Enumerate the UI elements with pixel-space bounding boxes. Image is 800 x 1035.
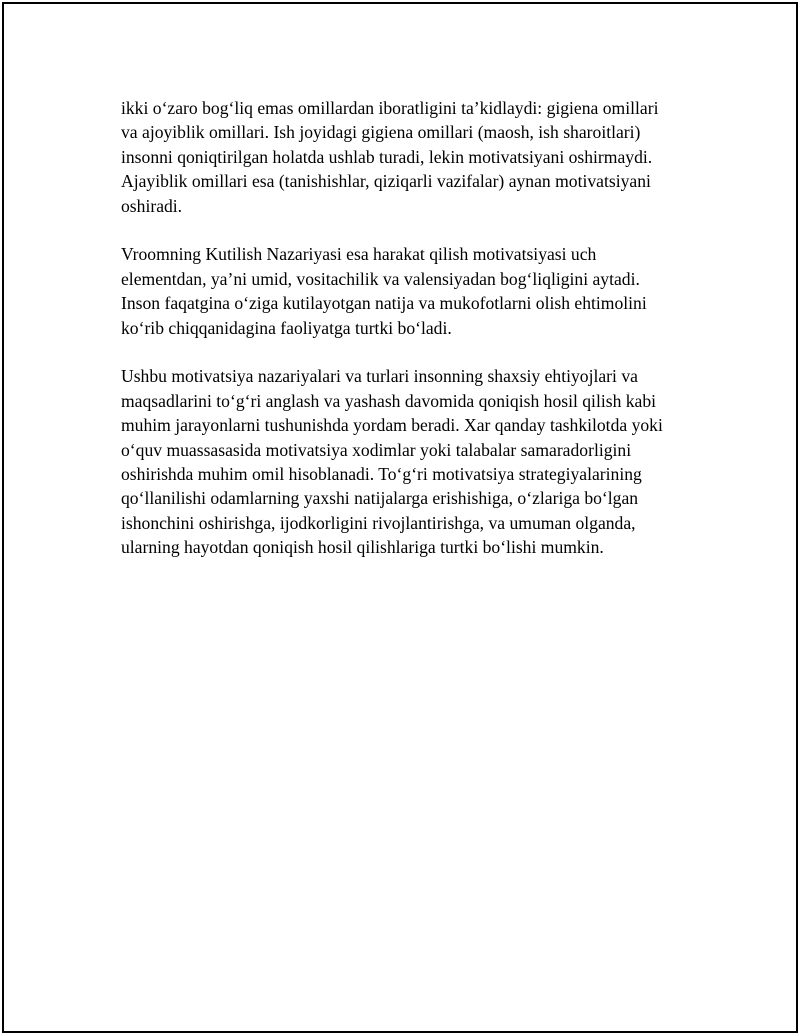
text-line: maqsadlarini to‘g‘ri anglash va yashash davomida qoniqish hosil qilish kabi (121, 390, 657, 411)
paragraph-vroom-theory (121, 242, 706, 340)
text-line: oshiradi. (121, 195, 183, 216)
paragraph-motivation-factors (121, 96, 706, 218)
text-line: ularning hayotdan qoniqish hosil qilishlariga turtki bo‘lishi mumkin. (121, 537, 604, 558)
text-line: ko‘rib chiqqanidagina faoliyatga turtki bo‘ladi. (121, 317, 452, 338)
text-line: oshirishda muhim omil hisoblanadi. To‘g‘ri motivatsiya strategiyalarining (121, 464, 642, 485)
text-line: ikki o‘zaro bog‘liq emas omillardan iboratligini ta’kidlaydi: gigiena omillari (121, 98, 659, 118)
paragraph-conclusion (121, 364, 706, 559)
text-line: elementdan, ya’ni umid, vositachilik va valensiyadan bog‘liqligini aytadi. (121, 268, 640, 289)
text-line: Inson faqatgina o‘ziga kutilayotgan natija va mukofotlarni olish ehtimolini (121, 293, 647, 314)
text-line: Ushbu motivatsiya nazariyalari va turlari insonning shaxsiy ehtiyojlari va (121, 366, 638, 387)
text-line: ishonchini oshirishga, ijodkorligini rivojlantirishga, va umuman olganda, (121, 512, 636, 533)
text-line: qo‘llanilishi odamlarning yaxshi natijalarga erishishiga, o‘zlariga bo‘lgan (121, 488, 639, 509)
text-line: o‘quv muassasasida motivatsiya xodimlar yoki talabalar samaradorligini (121, 439, 632, 460)
document-body (121, 96, 706, 584)
text-line: muhim jarayonlarni tushunishda yordam beradi. Xar qanday tashkilotda yoki (121, 415, 663, 436)
page-border (2, 2, 798, 1033)
text-line: Ajayiblik omillari esa (tanishishlar, qiziqarli vazifalar) aynan motivatsiyani (121, 171, 651, 192)
text-line: Vroomning Kutilish Nazariyasi esa harakat qilish motivatsiyasi uch (121, 244, 597, 265)
text-line: insonni qoniqtirilgan holatda ushlab turadi, lekin motivatsiyani oshirmaydi. (121, 146, 653, 167)
text-line: va ajoyiblik omillari. Ish joyidagi gigiena omillari (maosh, ish sharoitlari) (121, 122, 641, 143)
